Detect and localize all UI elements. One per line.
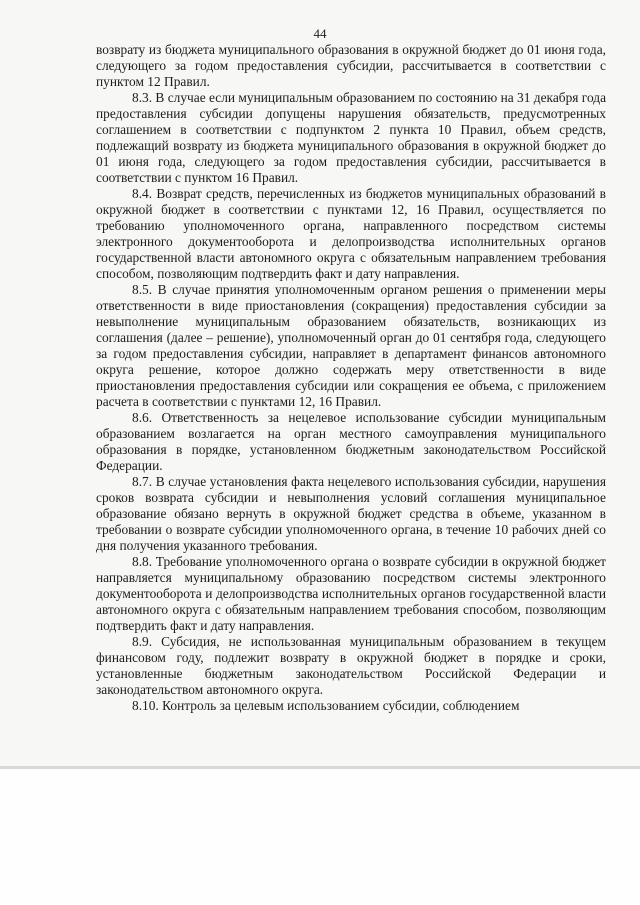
paragraph-8-7: 8.7. В случае установления факта нецелевого использования субсидии, нарушения сроков возврата субсидии и невыполнения условий соглашения муниципальное образование обязано вернуть в окружной бюджет средства в объеме, указанном в требовании о возврате субсидии уполномоченного органа, в течение 10 рабочих дней со дня получения указанного требования. [96, 474, 606, 553]
paragraph-8-9: 8.9. Субсидия, не использованная муниципальным образованием в текущем финансовом году, подлежит возврату в окружной бюджет в порядке и сроки, установленные бюджетным законодательством Российской Федерации и законодательством автономного округа. [96, 634, 606, 697]
paragraph-8-4: 8.4. Возврат средств, перечисленных из бюджетов муниципальных образований в окружной бюджет в соответствии с пунктами 12, 16 Правил, осуществляется по требованию уполномоченного органа, направленного посредством системы электронного документооборота и делопроизводства исполнительных органов государственной власти автономного округа с обязательным направлением требования способом, позволяющим подтвердить факт и дату направления. [96, 186, 606, 281]
document-body [96, 42, 606, 714]
paragraph-8-5: 8.5. В случае принятия уполномоченным органом решения о применении меры ответственности в виде приостановления (сокращения) предоставления субсидии за невыполнение муниципальным образованием обязательств, возникающих из соглашения (далее – решение), уполномоченный орган до 01 сентября года, следующего за годом предоставления субсидии, направляет в департамент финансов автономного округа решение, которое должно содержать меру ответственности в виде приостановления предоставления субсидии или сокращения ее объема, с приложением расчета в соответствии с пунктами 12, 16 Правил. [96, 282, 606, 409]
paragraph-8-10: 8.10. Контроль за целевым использованием субсидии, соблюдением [132, 698, 520, 713]
sheet-bottom-edge [0, 766, 640, 769]
paragraph-continuation: возврату из бюджета муниципального образования в окружной бюджет до 01 июня года, следующего за годом предоставления субсидии, рассчитывается в соответствии с пунктом 12 Правил. [96, 42, 606, 89]
paragraph-8-3: 8.3. В случае если муниципальным образованием по состоянию на 31 декабря года предоставления субсидии допущены нарушения обязательств, предусмотренных соглашением в соответствии с подпунктом 2 пункта 10 Правил, объем средств, подлежащий возврату из бюджета муниципального образования в окружной бюджет до 01 июня года, следующего за годом предоставления субсидии, рассчитывается в соответствии с пунктом 16 Правил. [96, 90, 607, 185]
paragraph-8-8: 8.8. Требование уполномоченного органа о возврате субсидии в окружной бюджет направляется муниципальному образованию посредством системы электронного документооборота и делопроизводства исполнительных органов государственной власти автономного округа с обязательным направлением требования способом, позволяющим подтвердить факт и дату направления. [96, 554, 606, 633]
page-number: 44 [313, 26, 327, 41]
paragraph-8-6: 8.6. Ответственность за нецелевое использование субсидии муниципальным образованием возлагается на орган местного самоуправления муниципального образования в порядке, установленном бюджетным законодательством Российской Федерации. [96, 410, 606, 473]
